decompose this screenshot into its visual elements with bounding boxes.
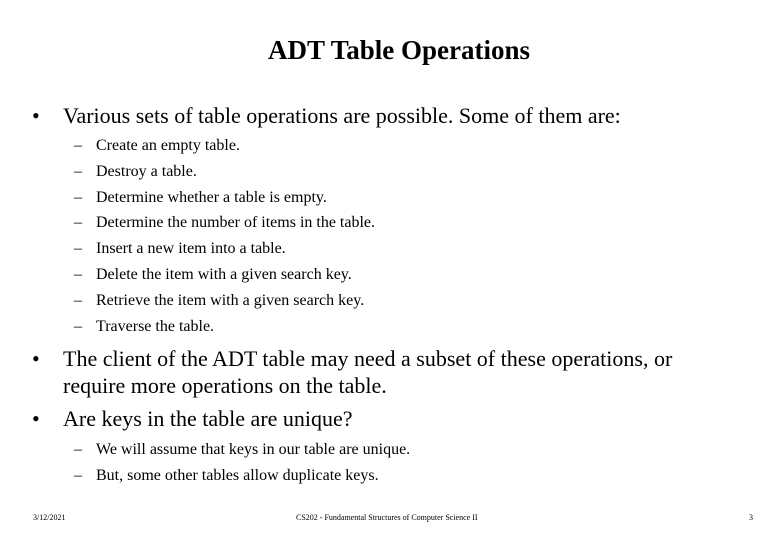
- dash-marker: –: [74, 266, 82, 283]
- dash-marker: –: [74, 292, 82, 309]
- dash-marker: –: [74, 137, 82, 154]
- footer-date: 3/12/2021: [33, 513, 66, 522]
- footer-course: CS202 - Fundamental Structures of Computer Science II: [296, 513, 478, 522]
- operation-text: Retrieve the item with a given search key.: [96, 292, 365, 309]
- bullet-marker: •: [32, 103, 40, 128]
- operation-text: Insert a new item into a table.: [96, 240, 286, 257]
- bullet-text: require more operations on the table.: [63, 373, 387, 398]
- operation-text: Determine the number of items in the table.: [96, 214, 376, 231]
- bullet-text: Are keys in the table are unique?: [63, 406, 353, 431]
- bullet-text: The client of the ADT table may need a subset of these operations, or: [63, 346, 673, 371]
- dash-marker: –: [74, 163, 82, 180]
- operation-text: Destroy a table.: [96, 163, 197, 180]
- dash-marker: –: [74, 214, 82, 231]
- operation-text: Delete the item with a given search key.: [96, 266, 352, 283]
- dash-marker: –: [74, 240, 82, 257]
- operation-text: Create an empty table.: [96, 137, 240, 154]
- bullet-marker: •: [32, 346, 40, 371]
- dash-marker: –: [74, 467, 82, 484]
- footer-page-number: 3: [749, 513, 753, 522]
- operation-text: Traverse the table.: [96, 318, 215, 335]
- slide-title: ADT Table Operations: [267, 35, 531, 65]
- bullet-text: Various sets of table operations are possible. Some of them are:: [63, 103, 621, 128]
- bullet-marker: •: [32, 406, 40, 431]
- dash-marker: –: [74, 318, 82, 335]
- dash-marker: –: [74, 441, 82, 458]
- key-note-text: But, some other tables allow duplicate keys.: [96, 467, 379, 484]
- key-note-text: We will assume that keys in our table are unique.: [96, 441, 411, 458]
- dash-marker: –: [74, 189, 82, 206]
- operation-text: Determine whether a table is empty.: [96, 189, 327, 206]
